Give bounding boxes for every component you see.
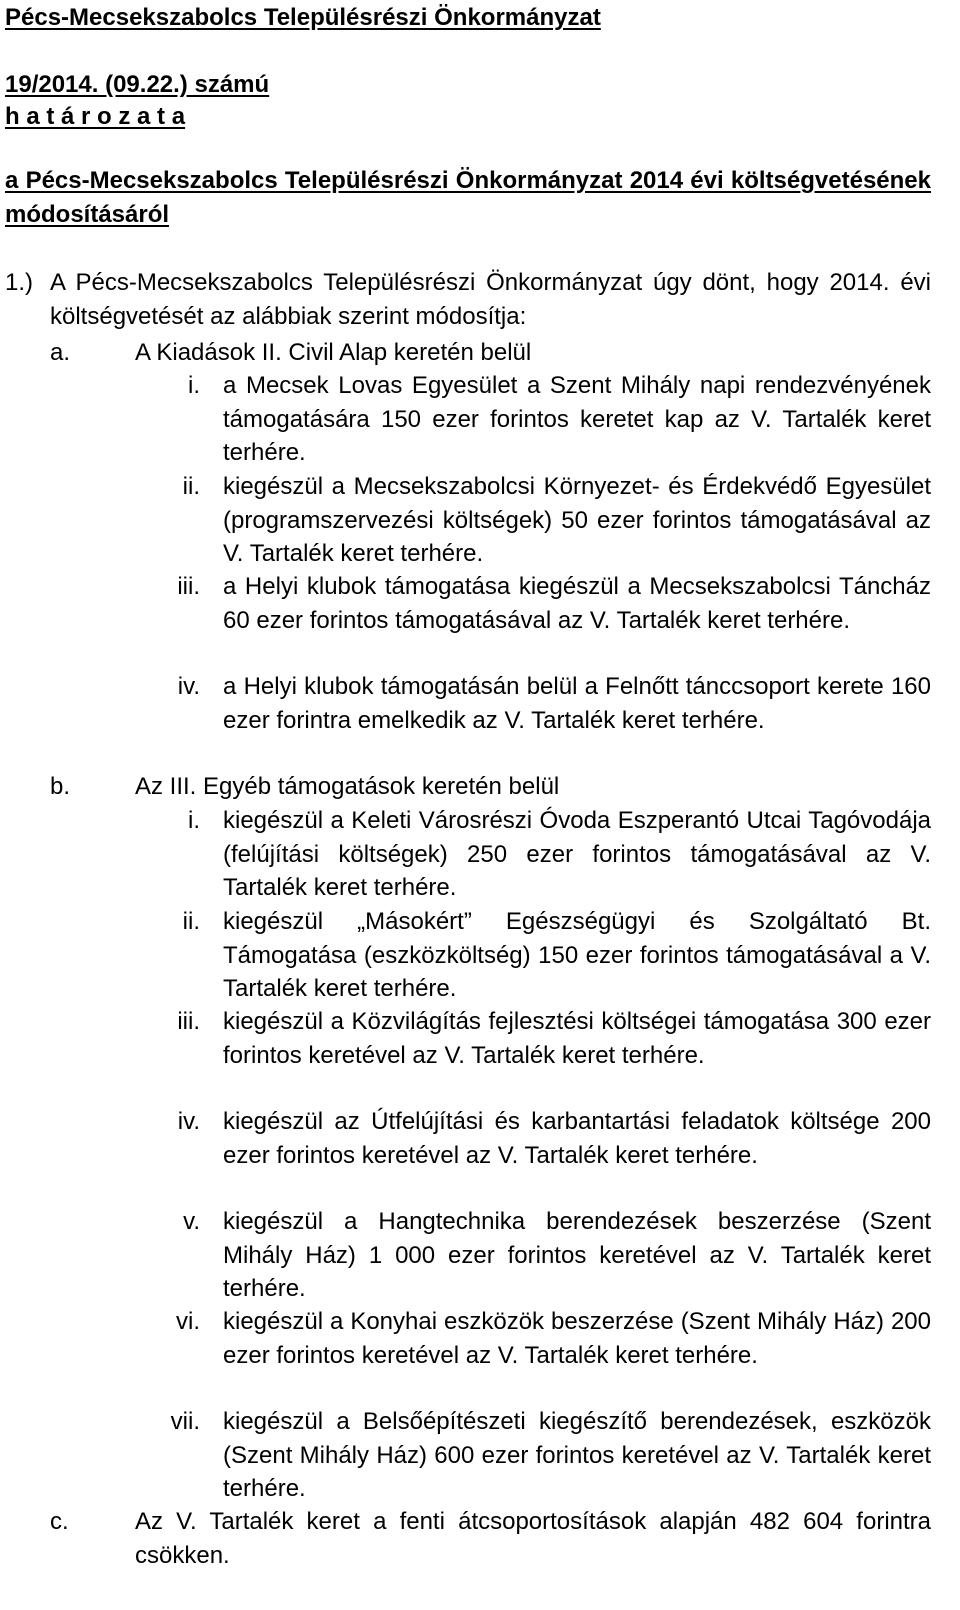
list-item [5, 470, 931, 571]
item-text: kiegészül a Hangtechnika berendezések beszerzése (Szent Mihály Ház) 1 000 ezer forintos keretével az V. Tartalék keret terhére. [223, 1208, 931, 1302]
list-item [5, 570, 931, 637]
item-number: ii. [182, 473, 200, 500]
item-text: kiegészül a Keleti Városrészi Óvoda Eszperantó Utcai Tagóvodája (felújítási költségek) 250 ezer forintos támogatásával az V. Tartalék keret terhére. [223, 807, 931, 901]
decision-text: A Pécs-Mecsekszabolcs Településrészi Önkormányzat úgy dönt, hogy 2014. évi költségvetését az alábbiak szerint módosítja: [50, 269, 931, 330]
item-number: i. [188, 807, 200, 834]
section-b [5, 770, 931, 803]
organization-heading: Pécs-Mecsekszabolcs Településrészi Önkormányzat [5, 4, 601, 31]
item-text: kiegészül a Konyhai eszközök beszerzése (Szent Mihály Ház) 200 ezer forintos keretével az V. Tartalék keret terhére. [223, 1308, 931, 1369]
item-text: a Helyi klubok támogatása kiegészül a Mecsekszabolcsi Táncház 60 ezer forintos támogatásával az V. Tartalék keret terhére. [223, 573, 931, 634]
item-text: kiegészül a Közvilágítás fejlesztési költségei támogatása 300 ezer forintos keretével az V. Tartalék keret terhére. [223, 1008, 931, 1069]
list-item [5, 905, 931, 1006]
section-title: Az III. Egyéb támogatások keretén belül [135, 773, 560, 800]
item-text: kiegészül az Útfelújítási és karbantartási feladatok költsége 200 ezer forintos keretével az V. Tartalék keret terhére. [223, 1108, 931, 1169]
section-title: A Kiadások II. Civil Alap keretén belül [135, 339, 532, 366]
resolution-word: h a t á r o z a t a [5, 103, 186, 130]
item-text: a Mecsek Lovas Egyesület a Szent Mihály napi rendezvényének támogatására 150 ezer forintos keretet kap az V. Tartalék keret terhére. [223, 372, 931, 466]
item-text: kiegészül a Belsőépítészeti kiegészítő berendezések, eszközök (Szent Mihály Ház) 600 ezer forintos keretével az V. Tartalék keret terhére. [223, 1408, 931, 1502]
section-letter: a. [50, 339, 71, 366]
item-text: kiegészül „Másokért” Egészségügyi és Szolgáltató Bt. Támogatása (eszközköltség) 150 ezer forintos támogatásával a V. Tartalék keret terhére. [223, 908, 931, 1002]
item-number: iv. [177, 673, 200, 700]
list-item [5, 804, 931, 905]
item-text: a Helyi klubok támogatásán belül a Felnőtt tánccsoport kerete 160 ezer forintra emelkedik az V. Tartalék keret terhére. [223, 673, 931, 734]
item-number: vii. [170, 1408, 200, 1435]
list-item [5, 1205, 931, 1306]
resolution-subject: a Pécs-Mecsekszabolcs Településrészi Önkormányzat 2014 évi költségvetésének módosításáról [5, 167, 931, 228]
item-number: vi. [176, 1308, 200, 1335]
section-a [5, 336, 931, 369]
item-number: v. [183, 1208, 200, 1235]
list-item [5, 1005, 931, 1072]
list-item [5, 670, 931, 737]
item-number: i. [188, 372, 200, 399]
item-number: iii. [177, 573, 200, 600]
list-item [5, 1405, 931, 1506]
decision-number: 1.) [5, 269, 34, 296]
item-number: iii. [177, 1008, 200, 1035]
resolution-number: 19/2014. (09.22.) számú [5, 71, 270, 98]
item-text: kiegészül a Mecsekszabolcsi Környezet- és Érdekvédő Egyesület (programszervezési költségek) 50 ezer forintos támogatásával az V. Tartalék keret terhére. [223, 473, 931, 567]
section-title: Az V. Tartalék keret a fenti átcsoportosítások alapján 482 604 forintra csökken. [135, 1508, 931, 1569]
list-item [5, 1105, 931, 1172]
section-c [5, 1505, 931, 1573]
section-letter: b. [50, 773, 71, 800]
section-letter: c. [50, 1508, 69, 1535]
list-item [5, 369, 931, 470]
item-number: ii. [182, 908, 200, 935]
list-item [5, 1305, 931, 1372]
decision-item [5, 266, 931, 334]
item-number: iv. [177, 1108, 200, 1135]
